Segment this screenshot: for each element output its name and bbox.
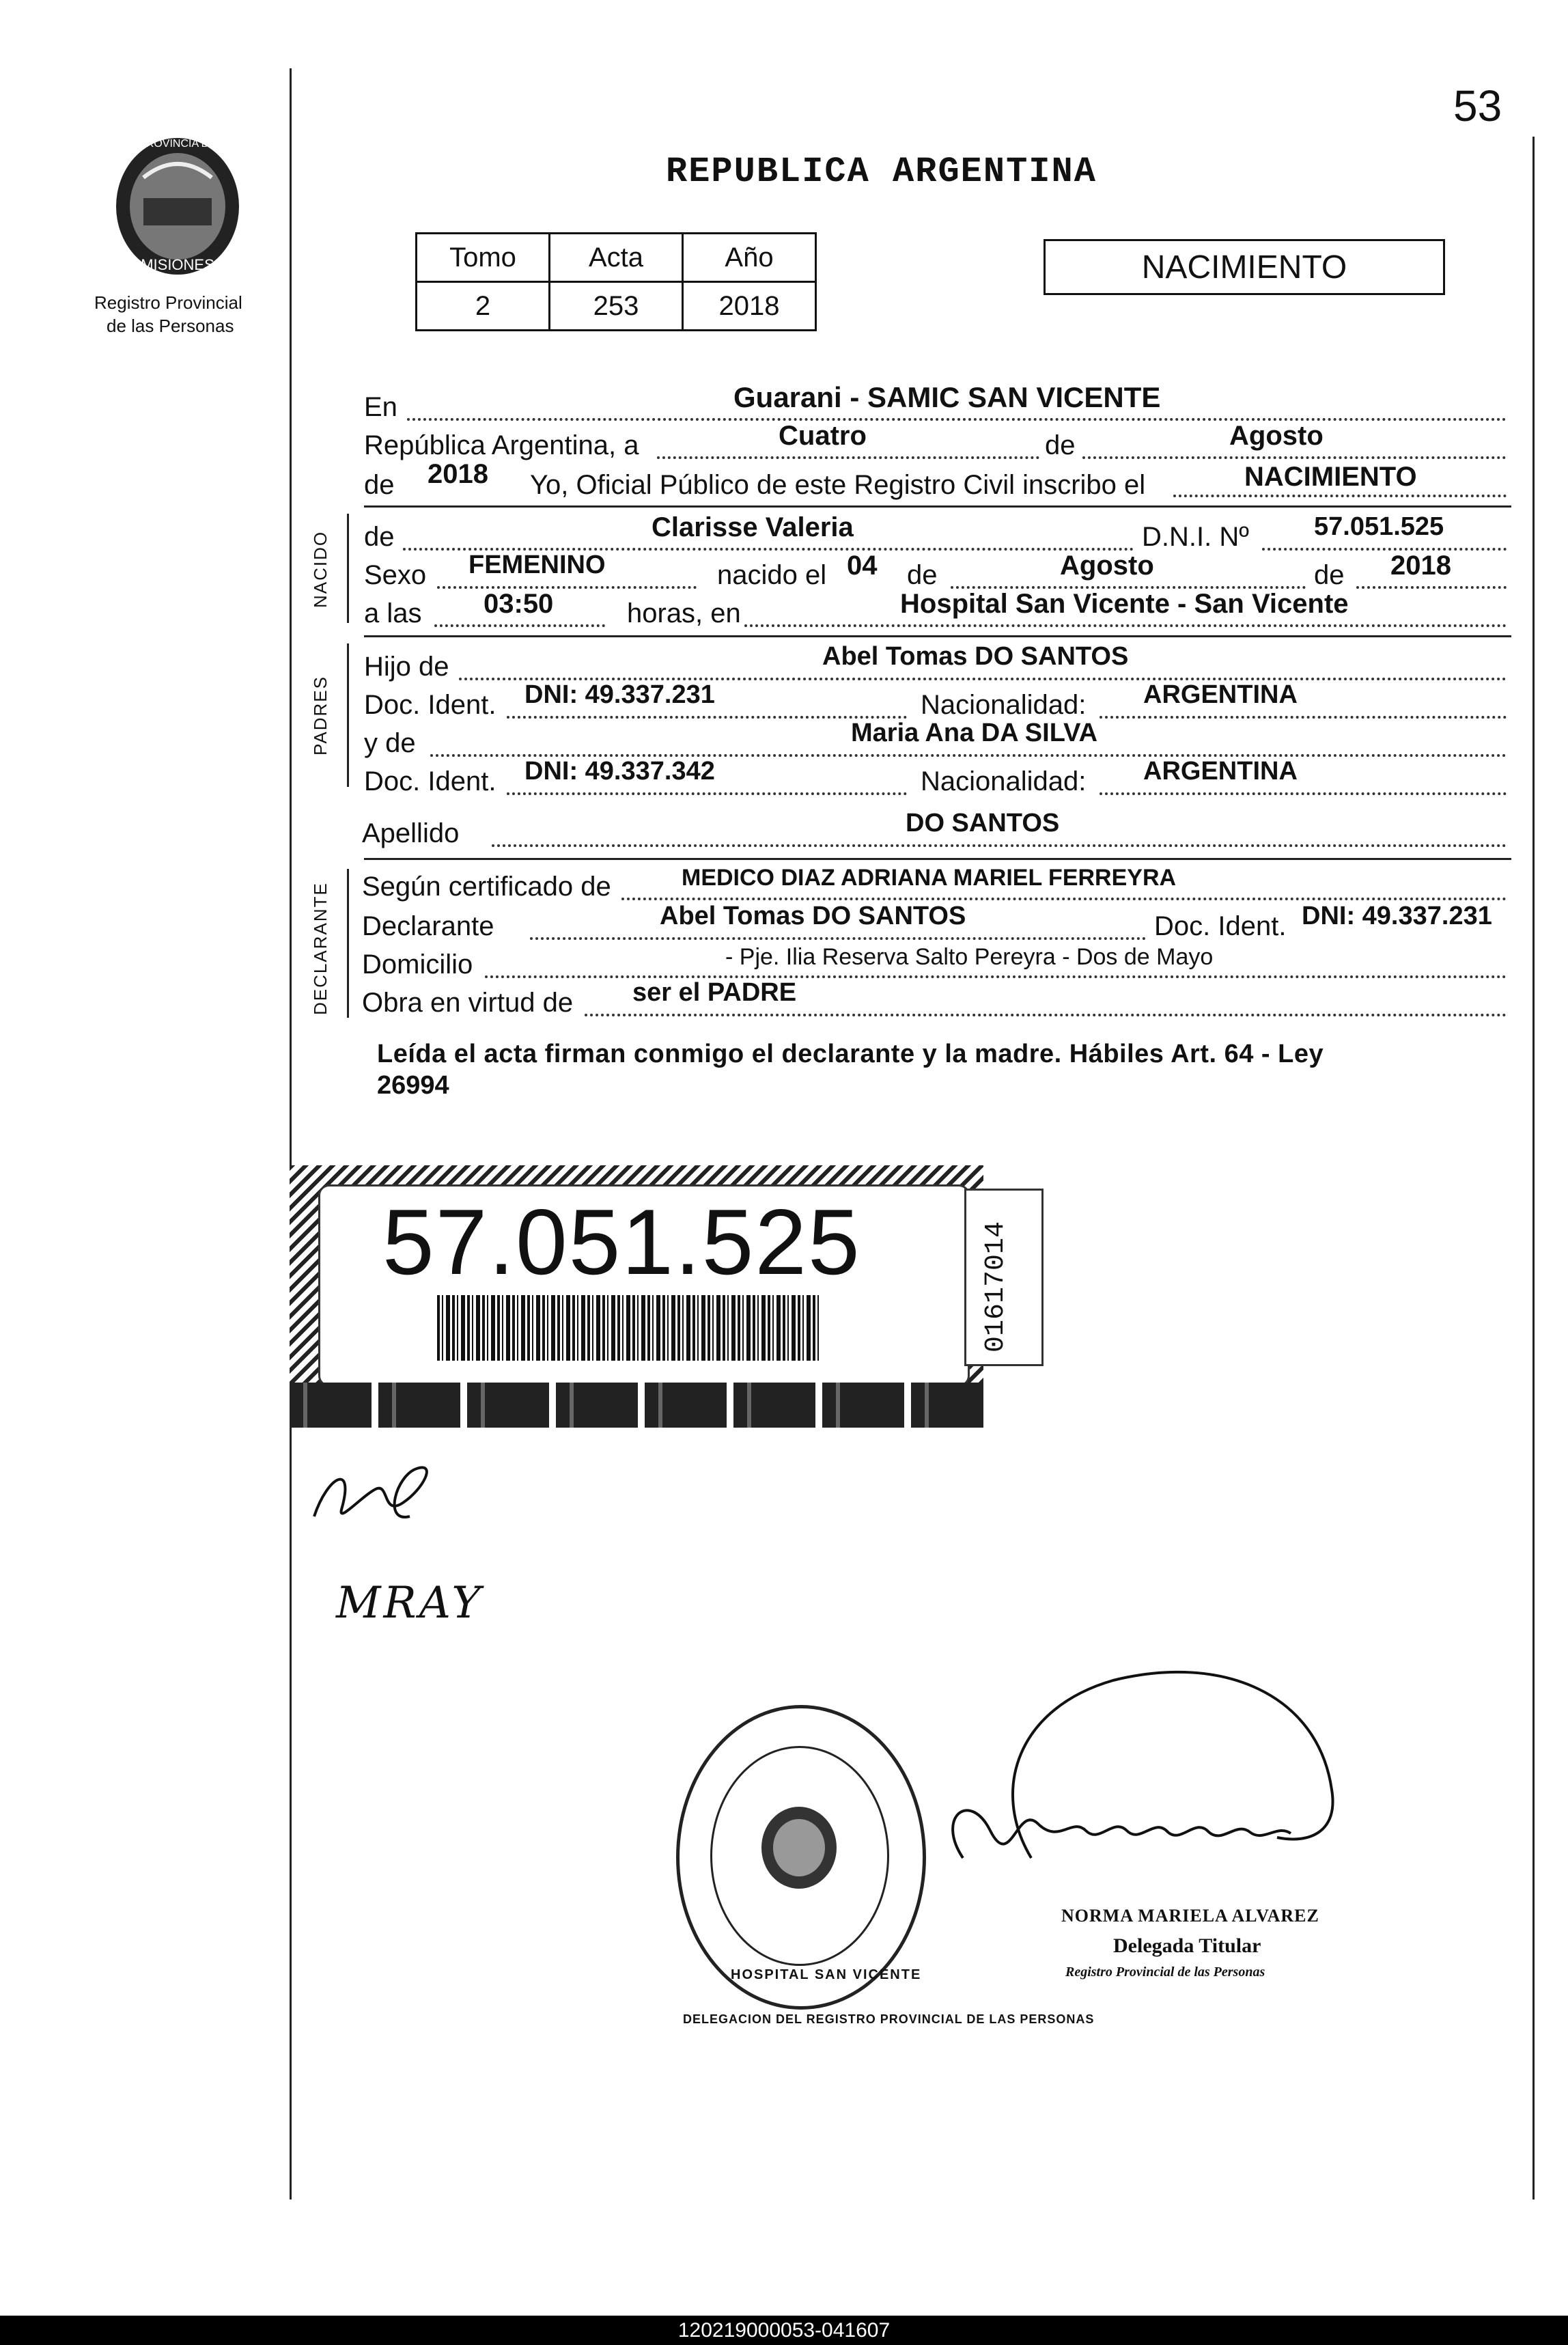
sticker-bottom-band bbox=[290, 1383, 983, 1428]
closing-line-2: 26994 bbox=[377, 1071, 449, 1100]
birth-place-line bbox=[744, 624, 1507, 627]
day-words-line bbox=[657, 456, 1039, 459]
birth-day: 04 bbox=[847, 551, 878, 581]
apellido-value: DO SANTOS bbox=[906, 809, 1060, 837]
svg-text:MISIONES: MISIONES bbox=[141, 256, 214, 273]
republica-label: República Argentina, a bbox=[364, 430, 639, 460]
child-name: Clarisse Valeria bbox=[652, 512, 854, 542]
mother-nat-label: Nacionalidad: bbox=[921, 766, 1087, 796]
birth-time: 03:50 bbox=[484, 589, 554, 619]
cert-label: Según certificado de bbox=[362, 872, 611, 902]
nacido-de-label3: de bbox=[1314, 560, 1345, 590]
declarante-bracket bbox=[347, 869, 349, 1018]
padres-bracket bbox=[347, 643, 349, 787]
place-line bbox=[407, 418, 1507, 421]
anio-header: Año bbox=[683, 234, 816, 282]
nacido-el-label: nacido el bbox=[717, 560, 827, 590]
sticker-serial: 01617014 bbox=[981, 1221, 1011, 1352]
father-nat-label: Nacionalidad: bbox=[921, 690, 1087, 720]
emblem-caption-line2: de las Personas bbox=[107, 316, 234, 336]
cert-value: MEDICO DIAZ ADRIANA MARIEL FERREYRA bbox=[682, 865, 1177, 891]
padres-section-label: PADRES bbox=[310, 676, 331, 755]
sticker-barcode bbox=[437, 1295, 820, 1361]
record-type-box bbox=[1044, 239, 1445, 295]
anio-value: 2018 bbox=[683, 282, 816, 331]
obra-line bbox=[585, 1014, 1507, 1016]
dom-label: Domicilio bbox=[362, 949, 473, 980]
nacido-bracket bbox=[347, 514, 349, 623]
sticker-number: 57.051.525 bbox=[382, 1190, 861, 1294]
mother-doc-label: Doc. Ident. bbox=[364, 766, 496, 796]
footer-bar bbox=[0, 2316, 1568, 2345]
mother-name: Maria Ana DA SILVA bbox=[851, 719, 1098, 747]
divider-1 bbox=[364, 505, 1511, 508]
registration-day-words: Cuatro bbox=[779, 421, 867, 451]
signer-name: NORMA MARIELA ALVAREZ bbox=[1061, 1906, 1319, 1926]
sexo-line bbox=[437, 586, 697, 589]
child-sex: FEMENINO bbox=[468, 551, 606, 579]
inscribe-line bbox=[1173, 495, 1507, 497]
page-number: 53 bbox=[1453, 81, 1502, 130]
decl-line bbox=[530, 937, 1146, 940]
right-margin-line bbox=[1532, 137, 1535, 2200]
mother-nationality: ARGENTINA bbox=[1143, 757, 1298, 786]
record-type: NACIMIENTO bbox=[1141, 249, 1347, 286]
signer-subline: Registro Provincial de las Personas bbox=[1065, 1965, 1265, 1980]
child-dni: 57.051.525 bbox=[1314, 512, 1444, 541]
declarant-name: Abel Tomas DO SANTOS bbox=[660, 902, 966, 930]
birth-year-line bbox=[1356, 586, 1507, 589]
registration-place: Guarani - SAMIC SAN VICENTE bbox=[733, 381, 1161, 413]
en-label: En bbox=[364, 392, 397, 422]
declarant-signature bbox=[300, 1448, 451, 1544]
apellido-label: Apellido bbox=[362, 818, 460, 848]
seal-emblem-icon bbox=[758, 1803, 840, 1892]
footer-code: 120219000053-041607 bbox=[677, 2318, 891, 2342]
registration-year: 2018 bbox=[428, 459, 488, 489]
mother-nat-line bbox=[1100, 792, 1507, 795]
yde-label: y de bbox=[364, 728, 416, 758]
domicilio-value: - Pje. Ilia Reserva Salto Pereyra - Dos de Mayo bbox=[725, 944, 1214, 970]
father-nat-line bbox=[1100, 716, 1507, 719]
record-table bbox=[415, 232, 817, 331]
divider-2 bbox=[364, 635, 1511, 637]
obra-label: Obra en virtud de bbox=[362, 988, 574, 1018]
nacido-de-label: de bbox=[364, 522, 395, 552]
birth-place: Hospital San Vicente - San Vicente bbox=[900, 589, 1349, 619]
svg-text:PROVINCIA DE: PROVINCIA DE bbox=[139, 138, 216, 150]
apellido-line bbox=[492, 844, 1507, 847]
nacido-section-label: NACIDO bbox=[310, 530, 331, 608]
cert-line bbox=[621, 898, 1507, 900]
closing-line-1: Leída el acta firman conmigo el declarante y la madre. Hábiles Art. 64 - Ley bbox=[377, 1040, 1324, 1068]
nacido-de-label2: de bbox=[907, 560, 938, 590]
decl-doc-label: Doc. Ident. bbox=[1154, 911, 1287, 941]
time-line bbox=[434, 624, 605, 627]
birth-year: 2018 bbox=[1390, 551, 1451, 581]
tomo-header: Tomo bbox=[417, 234, 550, 282]
hijo-label: Hijo de bbox=[364, 652, 449, 682]
dni-line bbox=[1262, 548, 1507, 551]
month-line bbox=[1082, 456, 1506, 459]
sexo-label: Sexo bbox=[364, 560, 427, 590]
de2-label: de bbox=[364, 470, 395, 500]
emblem-caption-line1: Registro Provincial bbox=[94, 292, 242, 313]
alas-label: a las bbox=[364, 598, 422, 628]
official-text: Yo, Oficial Público de este Registro Civil inscribo el bbox=[530, 470, 1146, 500]
provincia-de-misiones-emblem bbox=[102, 130, 253, 287]
registration-month: Agosto bbox=[1229, 421, 1324, 451]
horas-label: horas, en bbox=[627, 598, 741, 628]
seal-outer-text: DELEGACION DEL REGISTRO PROVINCIAL DE LAS PERSONAS bbox=[683, 2012, 1095, 2026]
document-title: REPUBLICA ARGENTINA bbox=[666, 152, 1097, 192]
father-doc-line bbox=[507, 716, 907, 719]
signer-role: Delegada Titular bbox=[1113, 1934, 1261, 1957]
official-signature bbox=[908, 1653, 1386, 1940]
declarante-section-label: DECLARANTE bbox=[310, 882, 331, 1015]
seal-inner-text: HOSPITAL SAN VICENTE bbox=[731, 1967, 922, 1982]
de-label: de bbox=[1045, 430, 1076, 460]
handwritten-initials: MRAY bbox=[336, 1578, 484, 1628]
father-name: Abel Tomas DO SANTOS bbox=[822, 642, 1129, 671]
father-doc: DNI: 49.337.231 bbox=[524, 680, 715, 709]
divider-3 bbox=[364, 858, 1511, 860]
left-margin-line bbox=[290, 68, 292, 2200]
father-nationality: ARGENTINA bbox=[1143, 680, 1298, 709]
dni-label: D.N.I. Nº bbox=[1142, 522, 1249, 552]
declarant-doc: DNI: 49.337.231 bbox=[1302, 902, 1492, 930]
mother-doc: DNI: 49.337.342 bbox=[524, 757, 715, 786]
acta-header: Acta bbox=[550, 234, 683, 282]
obra-value: ser el PADRE bbox=[632, 978, 797, 1007]
decl-label: Declarante bbox=[362, 911, 494, 941]
father-doc-label: Doc. Ident. bbox=[364, 690, 496, 720]
tomo-value: 2 bbox=[417, 282, 550, 331]
acta-value: 253 bbox=[550, 282, 683, 331]
birth-month: Agosto bbox=[1060, 551, 1154, 581]
inscribe-type: NACIMIENTO bbox=[1244, 462, 1417, 492]
mother-doc-line bbox=[507, 792, 907, 795]
